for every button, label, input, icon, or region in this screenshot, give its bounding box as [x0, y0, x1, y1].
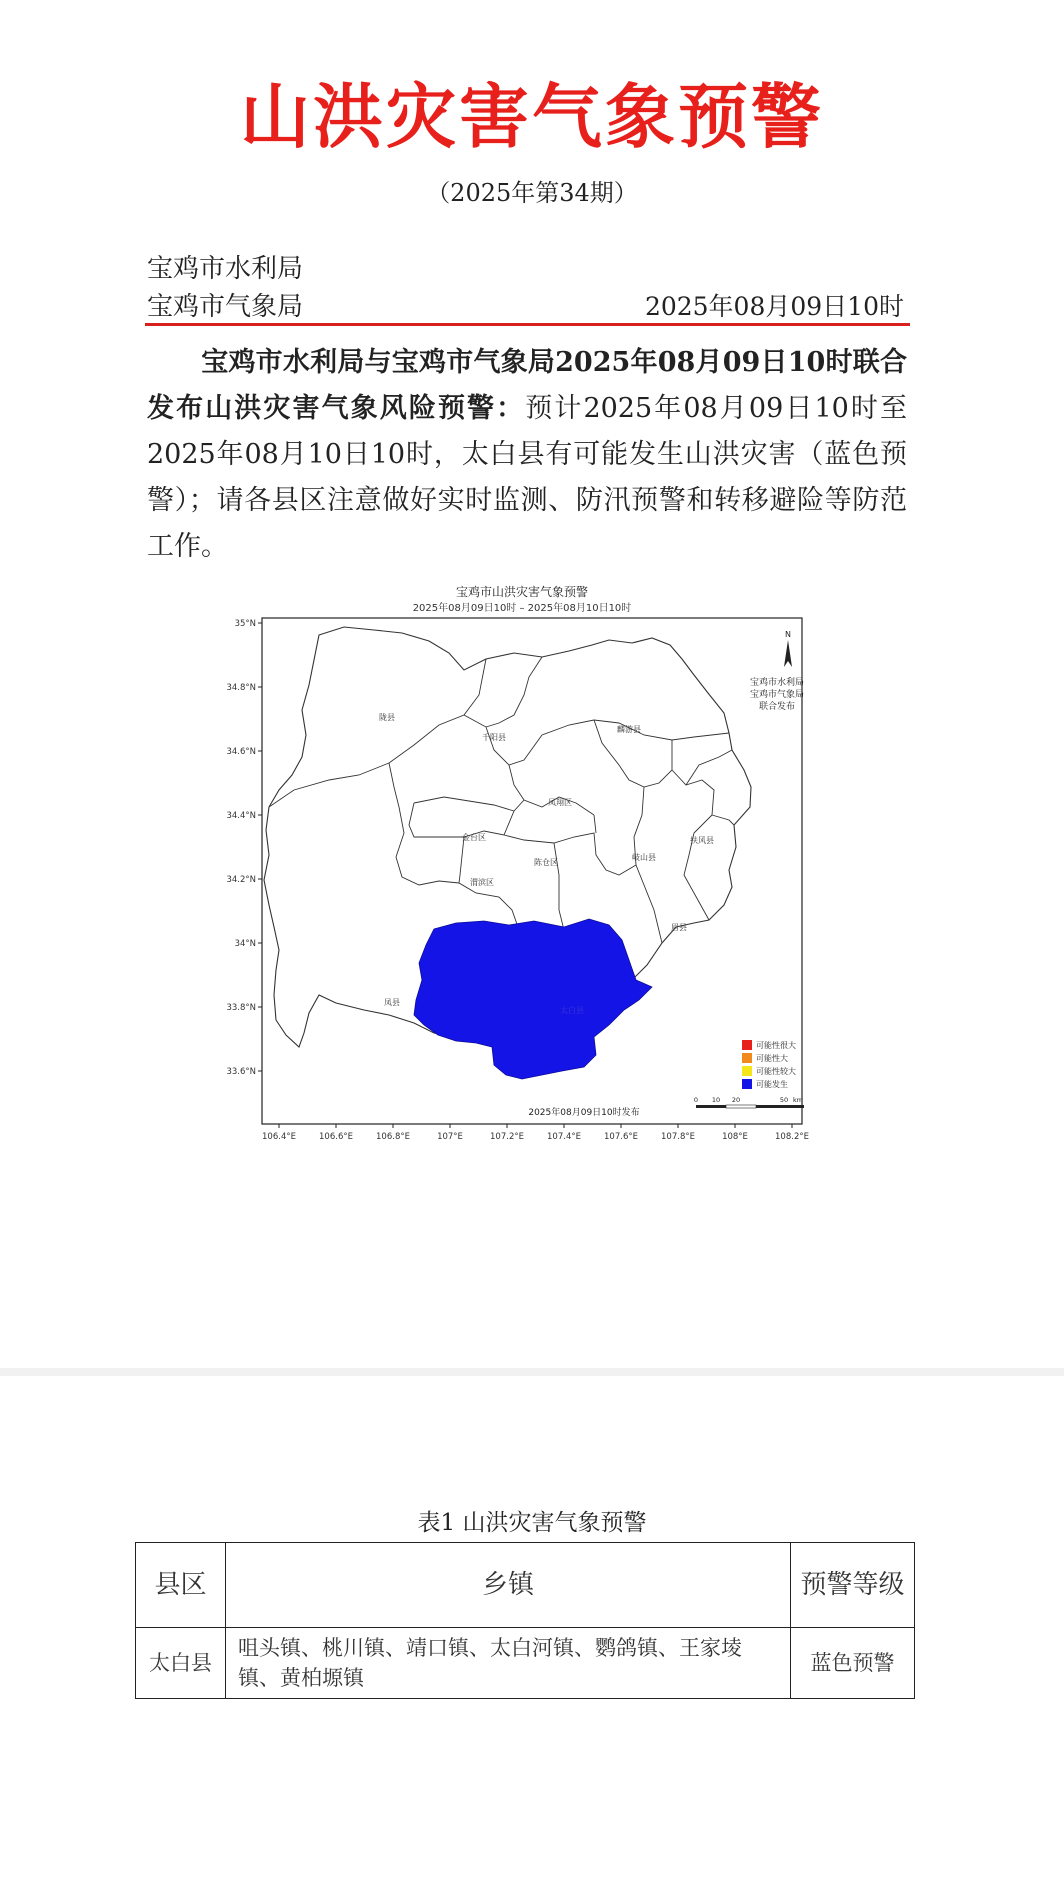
warning-map [224, 575, 820, 1150]
county-label: 岐山县 [632, 853, 656, 862]
lon-tick: 107.2°E [490, 1132, 524, 1142]
header-county: 县区 [136, 1543, 226, 1628]
header-towns: 乡镇 [226, 1543, 791, 1628]
paragraph-lead: 宝鸡市水利局与宝鸡市气象局2025年08月09日10时联合发布山洪灾害气象风险预警： [147, 347, 907, 424]
county-label: 太白县 [560, 1006, 584, 1015]
legend-label: 可能性大 [756, 1054, 788, 1063]
cell-towns: 咀头镇、桃川镇、靖口镇、太白河镇、鹦鸽镇、王家堎镇、黄柏塬镇 [226, 1628, 791, 1699]
lat-tick: 33.8°N [226, 1003, 256, 1013]
map-title: 宝鸡市山洪灾害气象预警 [455, 585, 589, 599]
county-label: 麟游县 [617, 725, 641, 734]
red-divider-line [145, 323, 910, 326]
county-label: 眉县 [671, 923, 687, 932]
warning-table [135, 1542, 915, 1699]
map-issuer-line: 宝鸡市水利局 [749, 678, 805, 688]
scale-unit: km [792, 1096, 804, 1104]
cell-county: 太白县 [136, 1628, 226, 1699]
lat-tick: 34.6°N [226, 747, 256, 757]
lon-tick: 107°E [437, 1132, 463, 1142]
lon-tick: 106.6°E [319, 1132, 353, 1142]
legend-label: 可能性较大 [756, 1067, 796, 1076]
table-header-row [136, 1543, 915, 1628]
county-label: 千阳县 [482, 733, 506, 742]
scale-tick: 20 [731, 1096, 741, 1104]
paragraph-body: 预计2025年08月09日10时至2025年08月10日10时，太白县有可能发生山洪灾害（蓝色预警）；请各县区注意做好实时监测、防汛预警和转移避险等防范工作。 [147, 393, 907, 562]
lat-tick: 34.8°N [226, 683, 256, 693]
scale-tick: 0 [693, 1096, 699, 1104]
issuer-water-bureau: 宝鸡市水利局 [147, 254, 304, 284]
latitude-ticks [226, 619, 262, 1077]
legend-label: 可能发生 [756, 1080, 788, 1089]
lon-tick: 107.8°E [661, 1132, 695, 1142]
map-issue-note: 2025年08月09日10时发布 [528, 1108, 640, 1118]
scale-tick: 10 [711, 1096, 721, 1104]
table-caption: 表1 山洪灾害气象预警 [417, 1510, 647, 1536]
lon-tick: 108.2°E [775, 1132, 809, 1142]
cell-level: 蓝色预警 [791, 1628, 915, 1699]
legend-swatch-yellow [742, 1066, 752, 1076]
lon-tick: 106.4°E [262, 1132, 296, 1142]
issuer-meteorological-bureau: 宝鸡市气象局 [147, 292, 304, 322]
lon-tick: 107.6°E [604, 1132, 638, 1142]
lat-tick: 33.6°N [226, 1067, 256, 1077]
county-label: 陇县 [379, 713, 395, 722]
map-period: 2025年08月09日10时 – 2025年08月10日10时 [412, 603, 632, 614]
lat-tick: 34°N [234, 939, 256, 949]
map-issuer-line: 宝鸡市气象局 [749, 690, 805, 700]
section-divider [0, 1368, 1064, 1376]
lon-tick: 108°E [722, 1132, 748, 1142]
county-label: 陈仓区 [534, 858, 558, 867]
document-title: 山洪灾害气象预警 [240, 76, 824, 158]
lon-tick: 107.4°E [547, 1132, 581, 1142]
issue-number: （2025年第34期） [426, 179, 638, 207]
lon-tick: 106.8°E [376, 1132, 410, 1142]
longitude-ticks [262, 1124, 809, 1142]
legend-swatch-orange [742, 1053, 752, 1063]
warning-paragraph [147, 340, 907, 570]
scale-tick: 50 [779, 1096, 789, 1104]
lat-tick: 35°N [234, 619, 256, 629]
issue-time: 2025年08月09日10时 [644, 292, 904, 321]
county-label: 金台区 [462, 833, 486, 842]
legend-swatch-red [742, 1040, 752, 1050]
north-label: N [785, 630, 791, 639]
county-label: 扶风县 [690, 836, 714, 845]
legend-swatch-blue [742, 1079, 752, 1089]
lat-tick: 34.4°N [226, 811, 256, 821]
table-row [136, 1628, 915, 1699]
county-label: 凤县 [384, 998, 400, 1007]
map-issuer-line: 联合发布 [758, 702, 796, 712]
county-label: 渭滨区 [470, 878, 494, 887]
legend-label: 可能性很大 [756, 1041, 796, 1050]
lat-tick: 34.2°N [226, 875, 256, 885]
header-level: 预警等级 [791, 1543, 915, 1628]
county-label: 凤翔区 [548, 798, 572, 807]
